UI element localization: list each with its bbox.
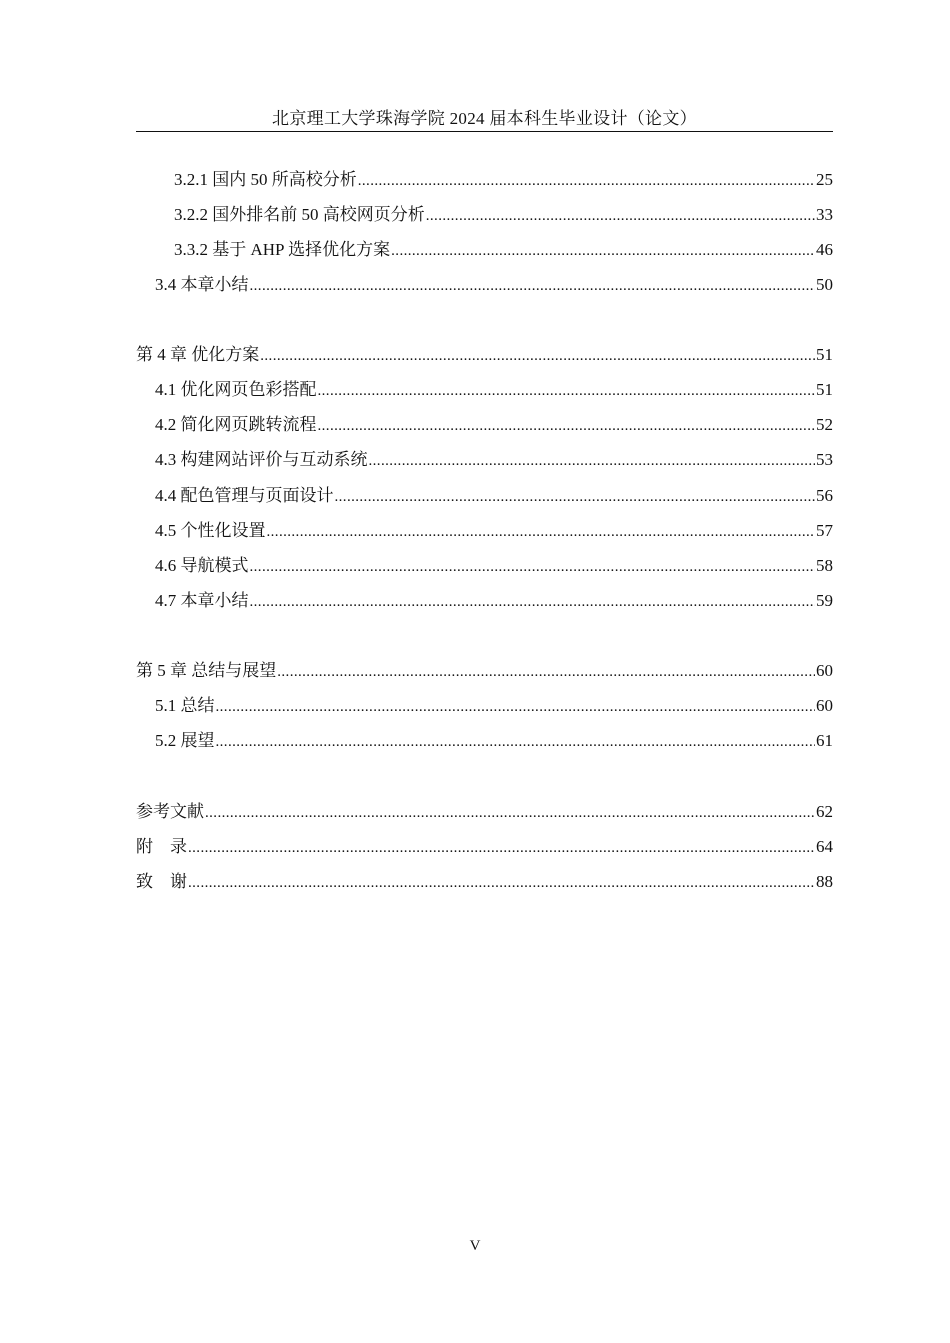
toc-leader-dots — [369, 449, 816, 473]
toc-leader-dots — [188, 836, 815, 860]
toc-leader-dots — [250, 555, 816, 579]
toc-entry-page: 25 — [816, 170, 833, 189]
running-header: 北京理工大学珠海学院 2024 届本科生毕业设计（论文） — [272, 109, 697, 128]
toc-entry-label: 4.3 构建网站评价与互动系统 — [155, 450, 368, 469]
toc-entry-page: 50 — [816, 275, 833, 294]
toc-entry-label: 4.1 优化网页色彩搭配 — [155, 380, 317, 399]
toc-leader-dots — [188, 871, 815, 895]
header-rule — [136, 131, 833, 132]
toc-leader-dots — [250, 590, 816, 614]
toc-entry-5-2[interactable] — [136, 729, 833, 753]
toc-entry-page: 51 — [816, 380, 833, 399]
toc-entry-page: 46 — [816, 240, 833, 259]
toc-entry-page: 33 — [816, 205, 833, 224]
toc-entry-label: 4.7 本章小结 — [155, 591, 249, 610]
toc-entry-4-6[interactable] — [136, 554, 833, 578]
toc-entry-page: 52 — [816, 415, 833, 434]
toc-leader-dots — [216, 695, 816, 719]
toc-entry-4-2[interactable] — [136, 413, 833, 437]
toc-entry-appendix[interactable] — [136, 835, 833, 859]
toc-entry-3-2-1[interactable] — [136, 168, 833, 192]
toc-entry-label: 5.1 总结 — [155, 696, 215, 715]
page-number: V — [469, 1238, 481, 1254]
toc-leader-dots — [205, 801, 815, 825]
toc-entry-5-1[interactable] — [136, 694, 833, 718]
toc-entry-references[interactable] — [136, 800, 833, 824]
toc-entry-label: 3.2.2 国外排名前 50 高校网页分析 — [174, 205, 425, 224]
toc-entry-label: 3.4 本章小结 — [155, 275, 249, 294]
toc-entry-page: 57 — [816, 521, 833, 540]
toc-entry-3-2-2[interactable] — [136, 203, 833, 227]
toc-entry-label: 致 谢 — [136, 872, 187, 891]
toc-entry-label: 4.5 个性化设置 — [155, 521, 266, 540]
toc-entry-4-4[interactable] — [136, 484, 833, 508]
toc-entry-chapter-5[interactable] — [136, 659, 833, 683]
toc-entry-page: 60 — [816, 696, 833, 715]
toc-entry-page: 56 — [816, 486, 833, 505]
toc-leader-dots — [216, 730, 816, 754]
toc-entry-page: 58 — [816, 556, 833, 575]
toc-entry-label: 附 录 — [136, 837, 187, 856]
toc-leader-dots — [358, 169, 815, 193]
toc-entry-4-3[interactable] — [136, 448, 833, 472]
toc-entry-page: 60 — [816, 661, 833, 680]
toc-entry-label: 5.2 展望 — [155, 731, 215, 750]
toc-leader-dots — [267, 520, 816, 544]
toc-entry-4-1[interactable] — [136, 378, 833, 402]
toc-entry-label: 3.2.1 国内 50 所高校分析 — [174, 170, 357, 189]
toc-leader-dots — [426, 204, 815, 228]
toc-entry-label: 3.3.2 基于 AHP 选择优化方案 — [174, 240, 391, 259]
toc-entry-label: 4.6 导航模式 — [155, 556, 249, 575]
toc-entry-3-3-2[interactable] — [136, 238, 833, 262]
toc-entry-label: 4.4 配色管理与页面设计 — [155, 486, 334, 505]
toc-entry-label: 第 5 章 总结与展望 — [136, 661, 277, 680]
toc-leader-dots — [335, 485, 816, 509]
toc-entry-3-4[interactable] — [136, 273, 833, 297]
toc-entry-label: 4.2 简化网页跳转流程 — [155, 415, 317, 434]
toc-entry-page: 61 — [816, 731, 833, 750]
toc-leader-dots — [250, 274, 816, 298]
toc-entry-page: 51 — [816, 345, 833, 364]
toc-entry-4-5[interactable] — [136, 519, 833, 543]
toc-leader-dots — [277, 660, 815, 684]
toc-entry-4-7[interactable] — [136, 589, 833, 613]
toc-entry-page: 88 — [816, 872, 833, 891]
toc-leader-dots — [260, 344, 815, 368]
toc-entry-chapter-4[interactable] — [136, 343, 833, 367]
toc-entry-page: 59 — [816, 591, 833, 610]
toc-entry-label: 参考文献 — [136, 802, 204, 821]
toc-entry-page: 64 — [816, 837, 833, 856]
toc-entry-page: 53 — [816, 450, 833, 469]
toc-entry-label: 第 4 章 优化方案 — [136, 345, 260, 364]
toc-entry-acknowledgements[interactable] — [136, 870, 833, 894]
toc-entry-page: 62 — [816, 802, 833, 821]
toc-leader-dots — [391, 239, 815, 263]
toc-leader-dots — [318, 379, 816, 403]
toc-leader-dots — [318, 414, 816, 438]
